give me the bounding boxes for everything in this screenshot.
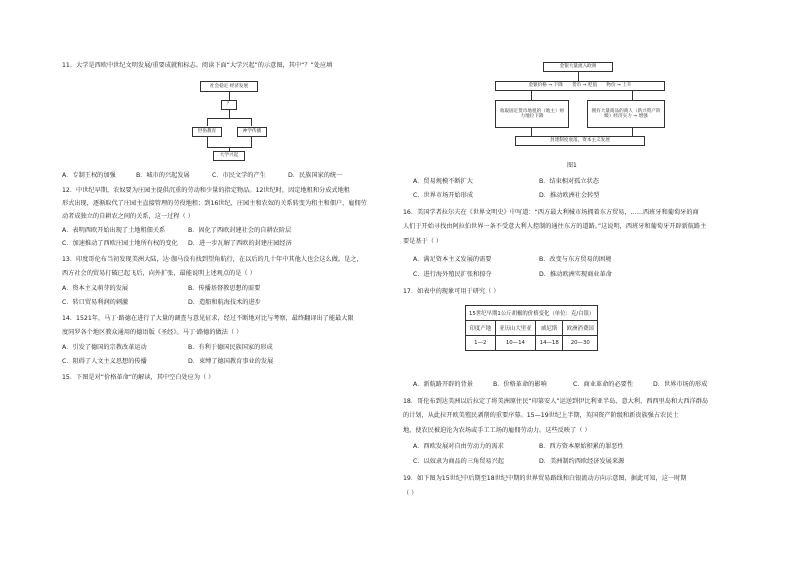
- q17-option-a[interactable]: A．新航路开辟的背景: [413, 381, 473, 388]
- table-cell: 14—18: [536, 336, 563, 351]
- flow-box-right: 拥有大量商品的商人（新兴资产阶级）经济实力 → 增强: [587, 100, 665, 128]
- q12-option-d[interactable]: D．进一步瓦解了西欧的封建庄园经济: [188, 240, 292, 247]
- q16-option-c[interactable]: C．进行海外殖民扩张和掠夺: [413, 271, 492, 278]
- q14-option-c[interactable]: C．阻碍了人文主义思想的传播: [62, 358, 147, 365]
- q17-option-b[interactable]: B．价格革命的影响: [493, 381, 547, 388]
- q13-option-c[interactable]: C．转口贸易利润的刺激: [62, 299, 129, 306]
- flow-line-1: [578, 72, 579, 81]
- q18-option-c[interactable]: C．以奴隶为商品的三角贸易兴起: [413, 458, 504, 465]
- table-row: [466, 336, 598, 351]
- q15-option-b[interactable]: B．结束相对孤立状态: [539, 178, 599, 185]
- flow-line-left-down: [531, 128, 532, 136]
- q11-line-2: [229, 110, 230, 118]
- q11-box-right: 神学传播: [237, 127, 267, 137]
- q14-option-d[interactable]: D．束缚了德国教育事业的发展: [188, 358, 274, 365]
- q17-stem: 17．如表中的现象可用于研究（ ）: [403, 288, 500, 295]
- q17-option-d[interactable]: D．世界市场的形成: [653, 381, 708, 388]
- q11-option-b[interactable]: B．城市的兴起发展: [136, 172, 190, 179]
- q13-option-b[interactable]: B．传播基督教思想的需要: [188, 285, 261, 292]
- q18-line-3: 地，使农民被迫沦为农场或手工工场的雇佣劳动力。这些反映了（ ）: [403, 427, 591, 434]
- price-table: [465, 305, 598, 351]
- table-header: 欧洲消费国: [563, 321, 598, 336]
- q16-option-d[interactable]: D．推动欧洲实现商业革命: [539, 271, 612, 278]
- flow-box-left: 收取固定货币地租的（地主）财力地位下降: [495, 100, 569, 128]
- q12-option-a[interactable]: A．表明西欧开始出现了土地租佃关系: [62, 227, 166, 234]
- q16-option-b[interactable]: B．改变与东方贸易的困境: [539, 256, 612, 263]
- table-cell: 20—30: [563, 336, 598, 351]
- flow-box-top: 金银大量流入欧洲: [543, 62, 613, 72]
- q11-box-question: ？: [221, 100, 237, 110]
- q19-line-1: 19．如下图为15世纪中后期至18世纪中期的世界贸易路线和白银流动方向示意图，据此可知，这一时期: [403, 475, 687, 482]
- table-row: [466, 321, 598, 336]
- flow-box-bottom: 封建制度衰落，资本主义发展: [515, 136, 645, 146]
- flow-box-row2: 金银价格 → 下降 货币 → 贬值 物价 → 上升: [495, 81, 665, 91]
- q19-line-2: （ ）: [403, 490, 418, 497]
- q15-option-a[interactable]: A．贸易规模不断扩大: [413, 178, 473, 185]
- q18-option-d[interactable]: D．美洲制约西欧经济发展来源: [539, 458, 625, 465]
- table-row: [466, 306, 598, 321]
- flow-line-right: [632, 91, 633, 100]
- q16-line-1: 16．美国学者拉尔夫在《世界文明史》中写道：“西方最大利械市场拥着东方贸易，……西班牙和葡萄牙的商: [403, 209, 699, 216]
- flow-line-left: [531, 91, 532, 100]
- q11-line-right: [251, 118, 252, 126]
- q18-line-2: 的计划，从此拉开欧美殖民剥削的重要序幕。15—19世纪上半期，英国资产阶级和新贵族强占农民土: [403, 412, 679, 419]
- q14-line-2: 度同罗各个地区教众通用的德语版《圣经》。马丁·路德的做法（ ）: [62, 329, 243, 336]
- q16-line-2: 人们于开始寻找由阿拉伯世界一条不受意大利人控制的通往东方的道路。”这说明，西班牙和葡萄牙开辟新航路主: [403, 223, 707, 230]
- q16-line-3: 要是基于（ ）: [403, 238, 443, 245]
- flow-caption: 图1: [567, 162, 577, 169]
- table-header: 印度产地: [466, 321, 496, 336]
- table-header: 威尼斯: [536, 321, 563, 336]
- q15-option-c[interactable]: C．世界市场开始形成: [413, 192, 474, 199]
- table-header: 亚历山大里亚: [495, 321, 536, 336]
- q12-line-3: 动者成独立的自耕农之间的关系，这一过程（ ）: [62, 213, 194, 220]
- q13-option-d[interactable]: D．造船和航海技术的进步: [188, 299, 261, 306]
- q11-stem: 11．大学是西欧中世纪文明发展/重要成就和标志。阅读下面“大学兴起”的示意图，其中“？”处应填: [62, 62, 333, 69]
- q12-option-b[interactable]: B．固化了西欧封建社会的自耕农阶层: [188, 227, 292, 234]
- q15-stem: 15．下图是对“价格革命”的解读，其中空白处应为（ ）: [62, 374, 215, 381]
- q11-line-right-down: [251, 137, 252, 147]
- q11-option-a[interactable]: A．专制王权的加强: [62, 172, 116, 179]
- q11-line-left: [207, 118, 208, 126]
- q11-line-left-down: [207, 137, 208, 147]
- q13-line-1: 13．印度哥伦布当初发现美洲大陆，达·伽马没有找到望角航行，在以后的几十年中其他人也会这么做。是之，: [62, 256, 363, 263]
- q14-option-b[interactable]: B．有利于德国民族国家的形成: [188, 344, 273, 351]
- q11-line-1: [229, 92, 230, 100]
- q13-line-2: 西方社会的贸易打破已起飞后，向外扩张，最能说明上述观点的是（ ）: [62, 270, 256, 277]
- q12-line-2: 形式出现，逐渐取代了庄园主直接管理的劳役地租；到16世纪，庄园主和农奴的关系转变为租主和佃户，雇佣劳: [62, 200, 367, 207]
- table-title: 15世纪早期1公斤胡椒的价格变化（单位：克/白银）: [466, 306, 598, 321]
- q16-option-a[interactable]: A．满足资本主义发展的需要: [413, 256, 492, 263]
- q11-split-line: [207, 118, 252, 119]
- q18-option-b[interactable]: B．西方资本原始积累的罪恶性: [539, 443, 624, 450]
- flow-line-right-down: [632, 128, 633, 136]
- table-cell: 1—2: [466, 336, 496, 351]
- q11-box-top: 社会稳定 经济发展: [200, 81, 258, 92]
- q13-option-a[interactable]: A．资本主义萌芽的发展: [62, 285, 129, 292]
- q11-box-left: 世俗教育: [192, 127, 222, 137]
- q15-option-d[interactable]: D．推动欧洲社会转型: [539, 192, 600, 199]
- q12-option-c[interactable]: C．加速推动了西欧庄园土地所有权的变化: [62, 240, 178, 247]
- q18-option-a[interactable]: A．西欧发展对自由劳动力的需求: [413, 443, 504, 450]
- q18-line-1: 18．哥伦布到达美洲以后拉定了将美洲原住民“印第安人”运送到伊比利亚半岛、意大利、西西里岛和大西洋群岛: [403, 398, 709, 405]
- q14-option-a[interactable]: A．引发了德国的宗教改革运动: [62, 344, 147, 351]
- q12-line-1: 12．中世纪早期，农奴要为庄园主提供沉重的劳动和少量的指定物品。12世纪时，因定地租和分成式地租: [62, 187, 350, 194]
- q11-box-bottom: 大学兴起: [213, 151, 245, 161]
- q14-line-1: 14．1521年，马丁·路德在进行了大量的调查与意见征求，经过不断地对比与考察，最终翻译出了能最大限: [62, 315, 354, 322]
- table-cell: 10—14: [495, 336, 536, 351]
- q17-option-c[interactable]: C．商业革命的必要性: [573, 381, 634, 388]
- q11-option-c[interactable]: C．市民文学的产生: [212, 172, 266, 179]
- q11-option-d[interactable]: D．民族国家的统一: [288, 172, 343, 179]
